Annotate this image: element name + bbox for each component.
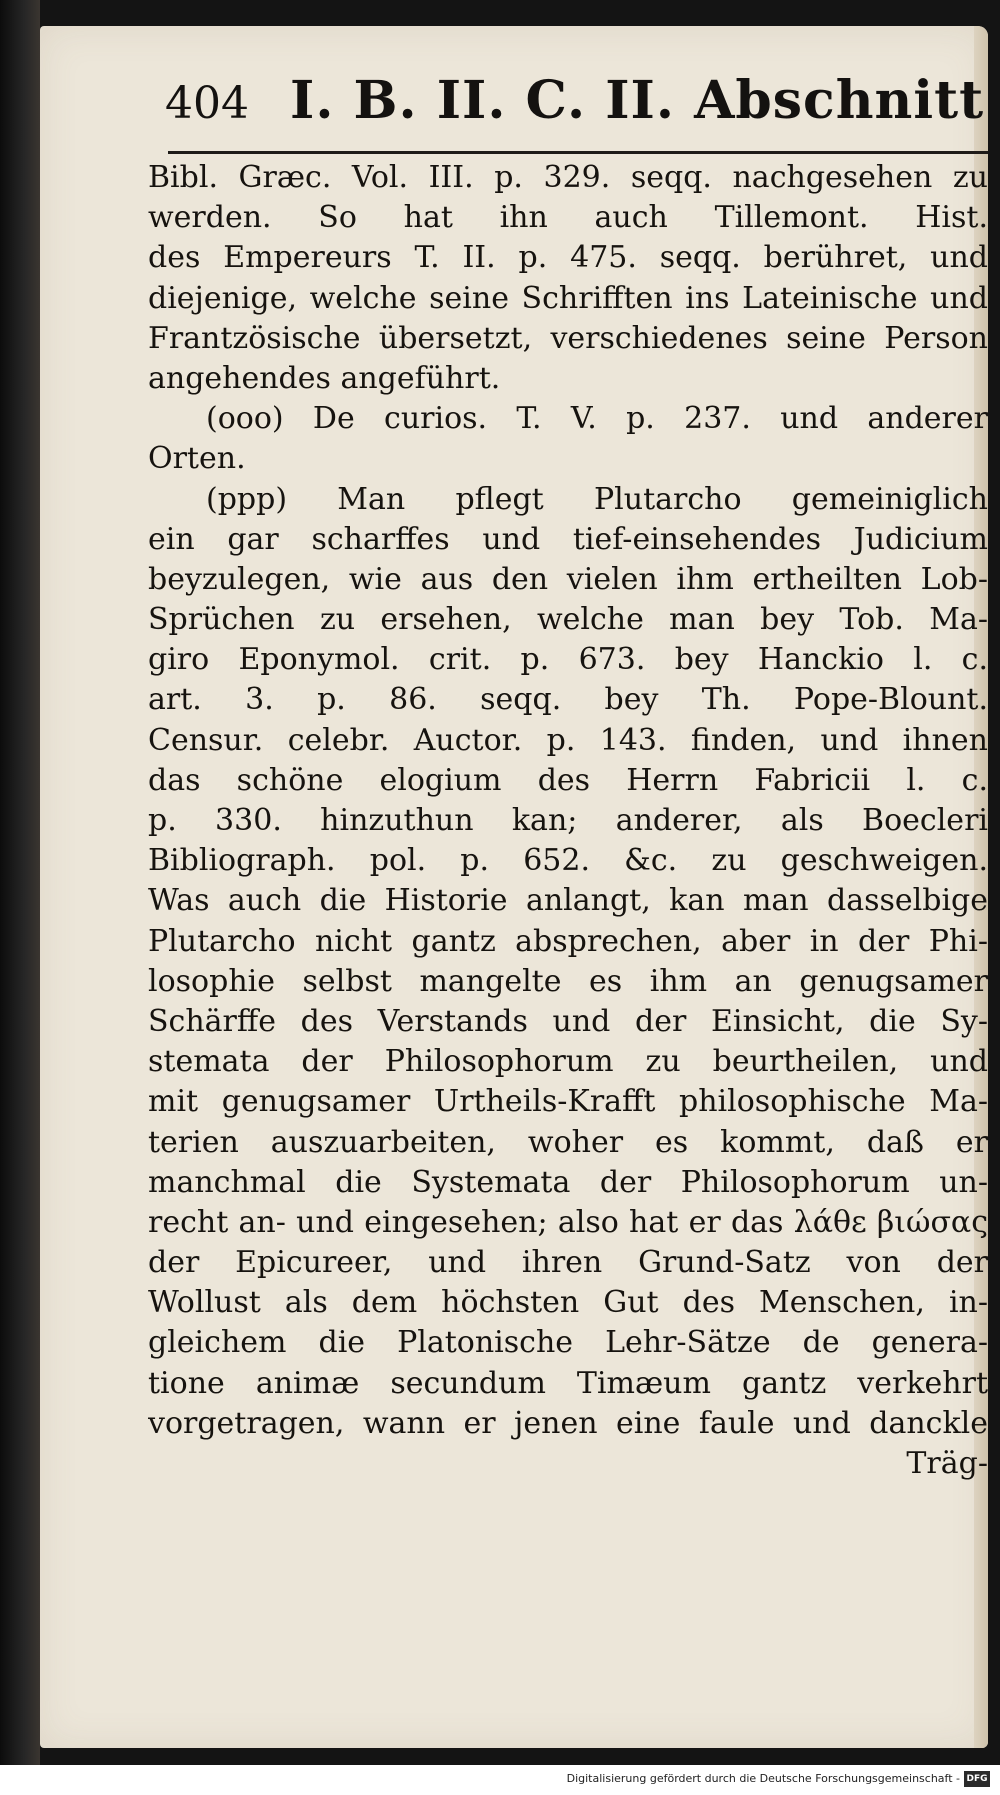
book-binding-edge — [0, 0, 40, 1765]
footnote-ooo-line: (ooo) De curios. T. V. p. 237. und anderer — [206, 401, 988, 437]
text-line: Was auch die Historie anlangt, kan man dasselbige — [148, 883, 988, 919]
text-line: Bibliograph. pol. p. 652. &c. zu geschweigen. — [148, 843, 988, 879]
text-line: tione animæ secundum Timæum gantz verkehrt — [148, 1365, 988, 1401]
text-line: p. 330. hinzuthun kan; anderer, als Boecleri — [148, 803, 988, 838]
catchword: Träg- — [906, 1446, 988, 1481]
footnote-ppp-line: (ppp) Man pflegt Plutarcho gemeiniglich — [206, 481, 988, 517]
text-line: recht an- und eingesehen; also hat er das λάθε βιώσας — [148, 1204, 988, 1240]
text-line: losophie selbst mangelte es ihm an genugsamer — [148, 963, 988, 999]
text-line: der Epicureer, und ihren Grund-Satz von der — [148, 1245, 988, 1281]
text-line: das schöne elogium des Herrn Fabricii l. c. — [148, 762, 988, 798]
text-line: terien auszuarbeiten, woher es kommt, daß er — [148, 1124, 988, 1160]
running-head: I. B. II. C. II. Abschnitt — [290, 70, 985, 131]
text-line: Censur. celebr. Auctor. p. 143. finden, und ihnen — [148, 722, 988, 758]
text-line: des Empereurs T. II. p. 475. seqq. berühret, und — [148, 240, 988, 276]
text-line: Plutarcho nicht gantz absprechen, aber in der Phi- — [148, 923, 988, 959]
text-line: Sprüchen zu ersehen, welche man bey Tob. Ma- — [148, 602, 988, 638]
text-line: Frantzösische übersetzt, verschiedenes seine Person — [148, 320, 988, 356]
text-line: beyzulegen, wie aus den vielen ihm ertheilten Lob- — [148, 561, 988, 597]
text-line: gleichem die Platonische Lehr-Sätze de genera- — [148, 1325, 988, 1361]
funding-credit: Digitalisierung gefördert durch die Deutsche Forschungsgemeinschaft - — [566, 1772, 960, 1785]
text-line: diejenige, welche seine Schrifften ins Lateinische und — [148, 280, 988, 316]
text-line: Schärffe des Verstands und der Einsicht, die Sy- — [148, 1003, 988, 1039]
text-line: Orten. — [148, 441, 246, 477]
text-line: werden. So hat ihn auch Tillemont. Hist. — [148, 200, 988, 236]
digitization-footer — [0, 1765, 1000, 1795]
body-text — [148, 158, 988, 1484]
text-line: vorgetragen, wann er jenen eine faule und danckle — [148, 1405, 988, 1441]
text-line: angehendes angeführt. — [148, 360, 501, 396]
text-line: giro Eponymol. crit. p. 673. bey Hanckio l. c. — [148, 642, 988, 678]
text-line: Bibl. Græc. Vol. III. p. 329. seqq. nachgesehen zu — [148, 160, 988, 195]
text-line: ein gar scharffes und tief-einsehendes Judicium — [148, 521, 988, 557]
text-line: mit genugsamer Urtheils-Krafft philosophische Ma- — [148, 1084, 988, 1120]
page-number: 404 — [165, 78, 249, 129]
text-line: Wollust als dem höchsten Gut des Menschen, in- — [148, 1285, 988, 1321]
text-line: art. 3. p. 86. seqq. bey Th. Pope-Blount. — [148, 682, 988, 718]
text-line: stemata der Philosophorum zu beurtheilen, und — [148, 1044, 988, 1080]
text-line: manchmal die Systemata der Philosophorum un- — [148, 1164, 988, 1200]
dfg-logo: DFG — [964, 1771, 990, 1787]
header-rule — [168, 151, 988, 154]
